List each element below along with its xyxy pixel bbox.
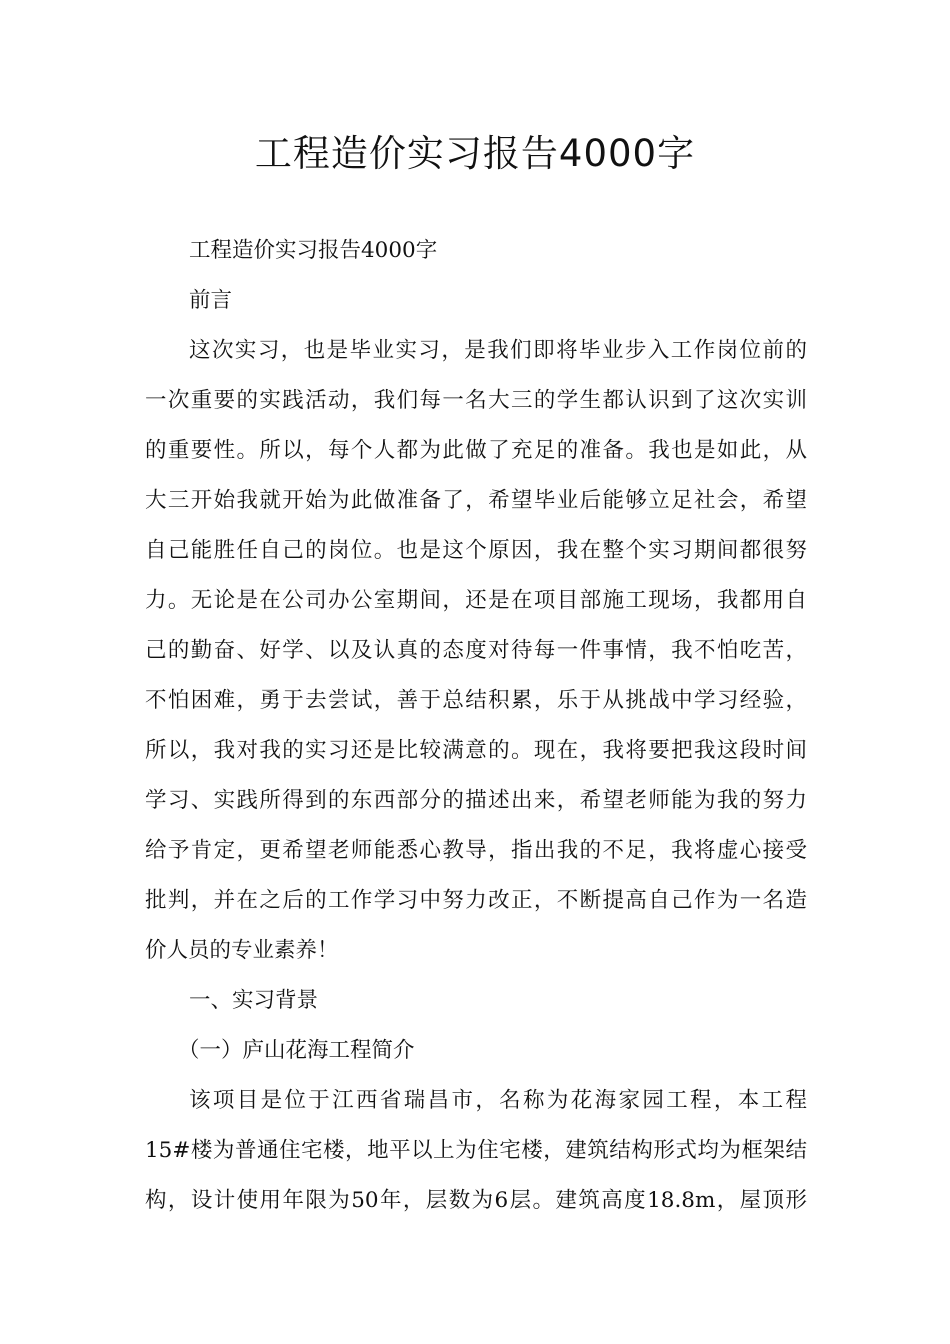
- paragraph-line: 学习、实践所得到的东西部分的描述出来，希望老师能为我的努力: [145, 788, 807, 813]
- paragraph-line: 价人员的专业素养！: [145, 938, 339, 963]
- document-title: 工程造价实习报告4000字: [254, 132, 696, 175]
- paragraph-line: 己的勤奋、好学、以及认真的态度对待每一件事情，我不怕吃苦，: [145, 638, 807, 663]
- paragraph-line: 工程造价实习报告4000字: [189, 238, 438, 263]
- paragraph-line: 这次实习，也是毕业实习，是我们即将毕业步入工作岗位前的: [189, 338, 807, 363]
- paragraph-line: 不怕困难，勇于去尝试，善于总结积累，乐于从挑战中学习经验，: [145, 688, 807, 713]
- paragraph-line: 批判，并在之后的工作学习中努力改正，不断提高自己作为一名造: [145, 888, 807, 913]
- heading-section-1: 一、实习背景: [189, 988, 319, 1013]
- paragraph-line: 构，设计使用年限为50年，层数为6层。建筑高度18.8m，屋顶形: [145, 1188, 807, 1213]
- paragraph-line: 的重要性。所以，每个人都为此做了充足的准备。我也是如此，从: [145, 438, 807, 463]
- paragraph-line: 大三开始我就开始为此做准备了，希望毕业后能够立足社会，希望: [145, 488, 807, 513]
- paragraph-line: 自己能胜任自己的岗位。也是这个原因，我在整个实习期间都很努: [145, 538, 807, 563]
- paragraph-line: 15#楼为普通住宅楼，地平以上为住宅楼，建筑结构形式均为框架结: [145, 1138, 807, 1163]
- paragraph-line: 所以，我对我的实习还是比较满意的。现在，我将要把我这段时间: [145, 738, 807, 763]
- heading-preface: 前言: [189, 288, 233, 313]
- paragraph-line: 该项目是位于江西省瑞昌市，名称为花海家园工程，本工程: [189, 1088, 807, 1113]
- paragraph-line: 给予肯定，更希望老师能悉心教导，指出我的不足，我将虚心接受: [145, 838, 807, 863]
- paragraph-line: 力。无论是在公司办公室期间，还是在项目部施工现场，我都用自: [145, 588, 807, 613]
- paragraph-line: 一次重要的实践活动，我们每一名大三的学生都认识到了这次实训: [145, 388, 807, 413]
- heading-subsection-1: （一）庐山花海工程简介: [178, 1038, 415, 1063]
